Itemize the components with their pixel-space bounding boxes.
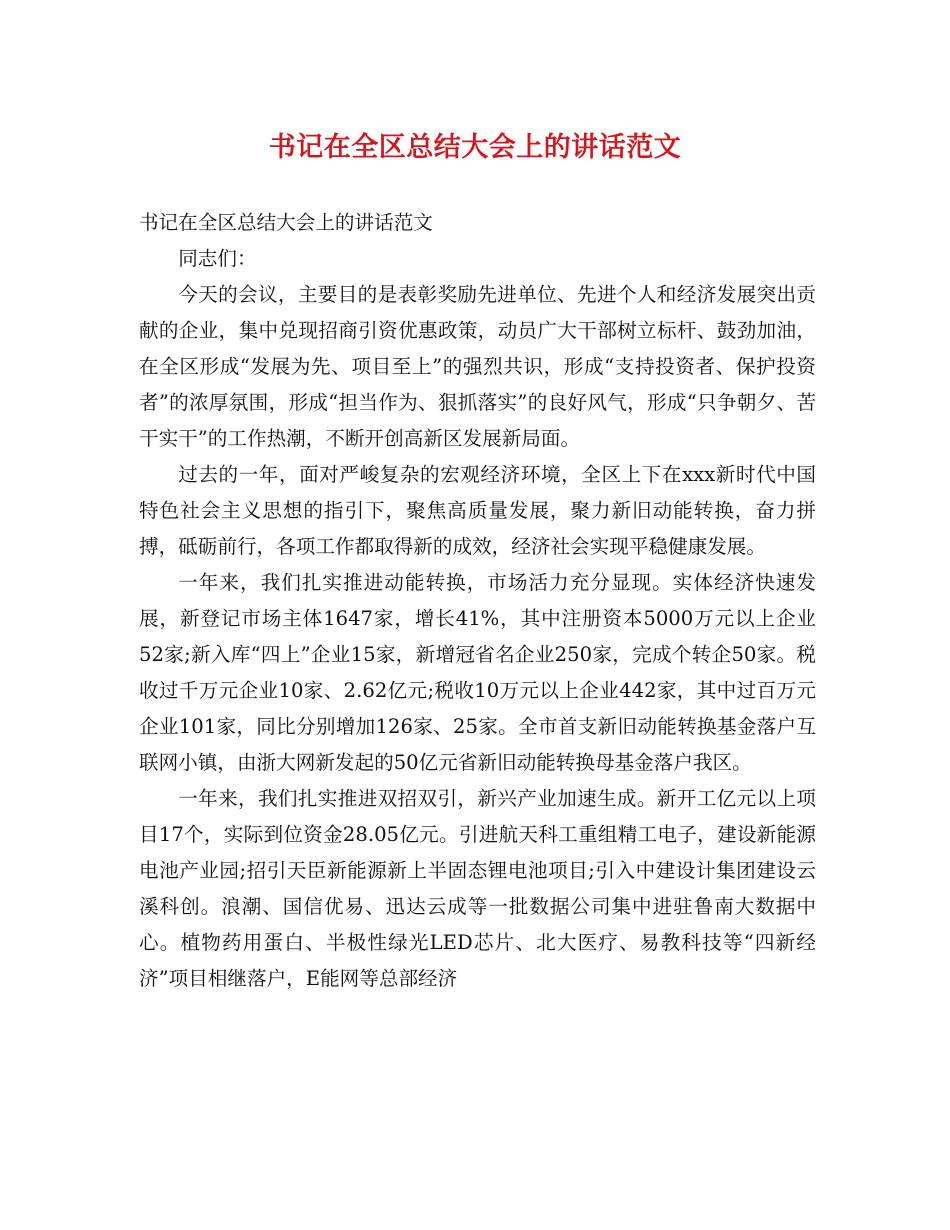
document-body: [139, 205, 816, 997]
paragraph: 一年来，我们扎实推进动能转换，市场活力充分显现。实体经济快速发展，新登记市场主体1647家，增长41%，其中注册资本5000万元以上企业52家;新入库“四上”企业15家，新增冠省名企业250家，完成个转企50家。税收过千万元企业10家、2.62亿元;税收10万元以上企业442家，其中过百万元企业101家，同比分别增加126家、25家。全市首支新旧动能转换基金落户互联网小镇，由浙大网新发起的50亿元省新旧动能转换母基金落户我区。: [139, 571, 816, 774]
paragraph: 过去的一年，面对严峻复杂的宏观经济环境，全区上下在xxx新时代中国特色社会主义思想的指引下，聚焦高质量发展，聚力新旧动能转换，奋力拼搏，砥砺前行，各项工作都取得新的成效，经济社会实现平稳健康发展。: [139, 463, 816, 558]
document-title: 书记在全区总结大会上的讲话范文: [268, 132, 682, 163]
paragraph-salutation: 同志们：: [178, 247, 257, 270]
paragraph: 今天的会议，主要目的是表彰奖励先进单位、先进个人和经济发展突出贡献的企业，集中兑现招商引资优惠政策，动员广大干部树立标杆、鼓劲加油，在全区形成“发展为先、项目至上”的强烈共识，形成“支持投资者、保护投资者”的浓厚氛围，形成“担当作为、狠抓落实”的良好风气，形成“只争朝夕、苦干实干”的工作热潮，不断开创高新区发展新局面。: [139, 283, 816, 450]
paragraph-subtitle: 书记在全区总结大会上的讲话范文: [139, 211, 433, 234]
paragraph: 一年来，我们扎实推进双招双引，新兴产业加速生成。新开工亿元以上项目17个，实际到位资金28.05亿元。引进航天科工重组精工电子，建设新能源电池产业园;招引天臣新能源新上半固态锂电池项目;引入中建设计集团建设云溪科创。浪潮、国信优易、迅达云成等一批数据公司集中进驻鲁南大数据中心。植物药用蛋白、半极性绿光LED芯片、北大医疗、易教科技等“四新经济”项目相继落户，E能网等总部经济: [139, 787, 816, 990]
